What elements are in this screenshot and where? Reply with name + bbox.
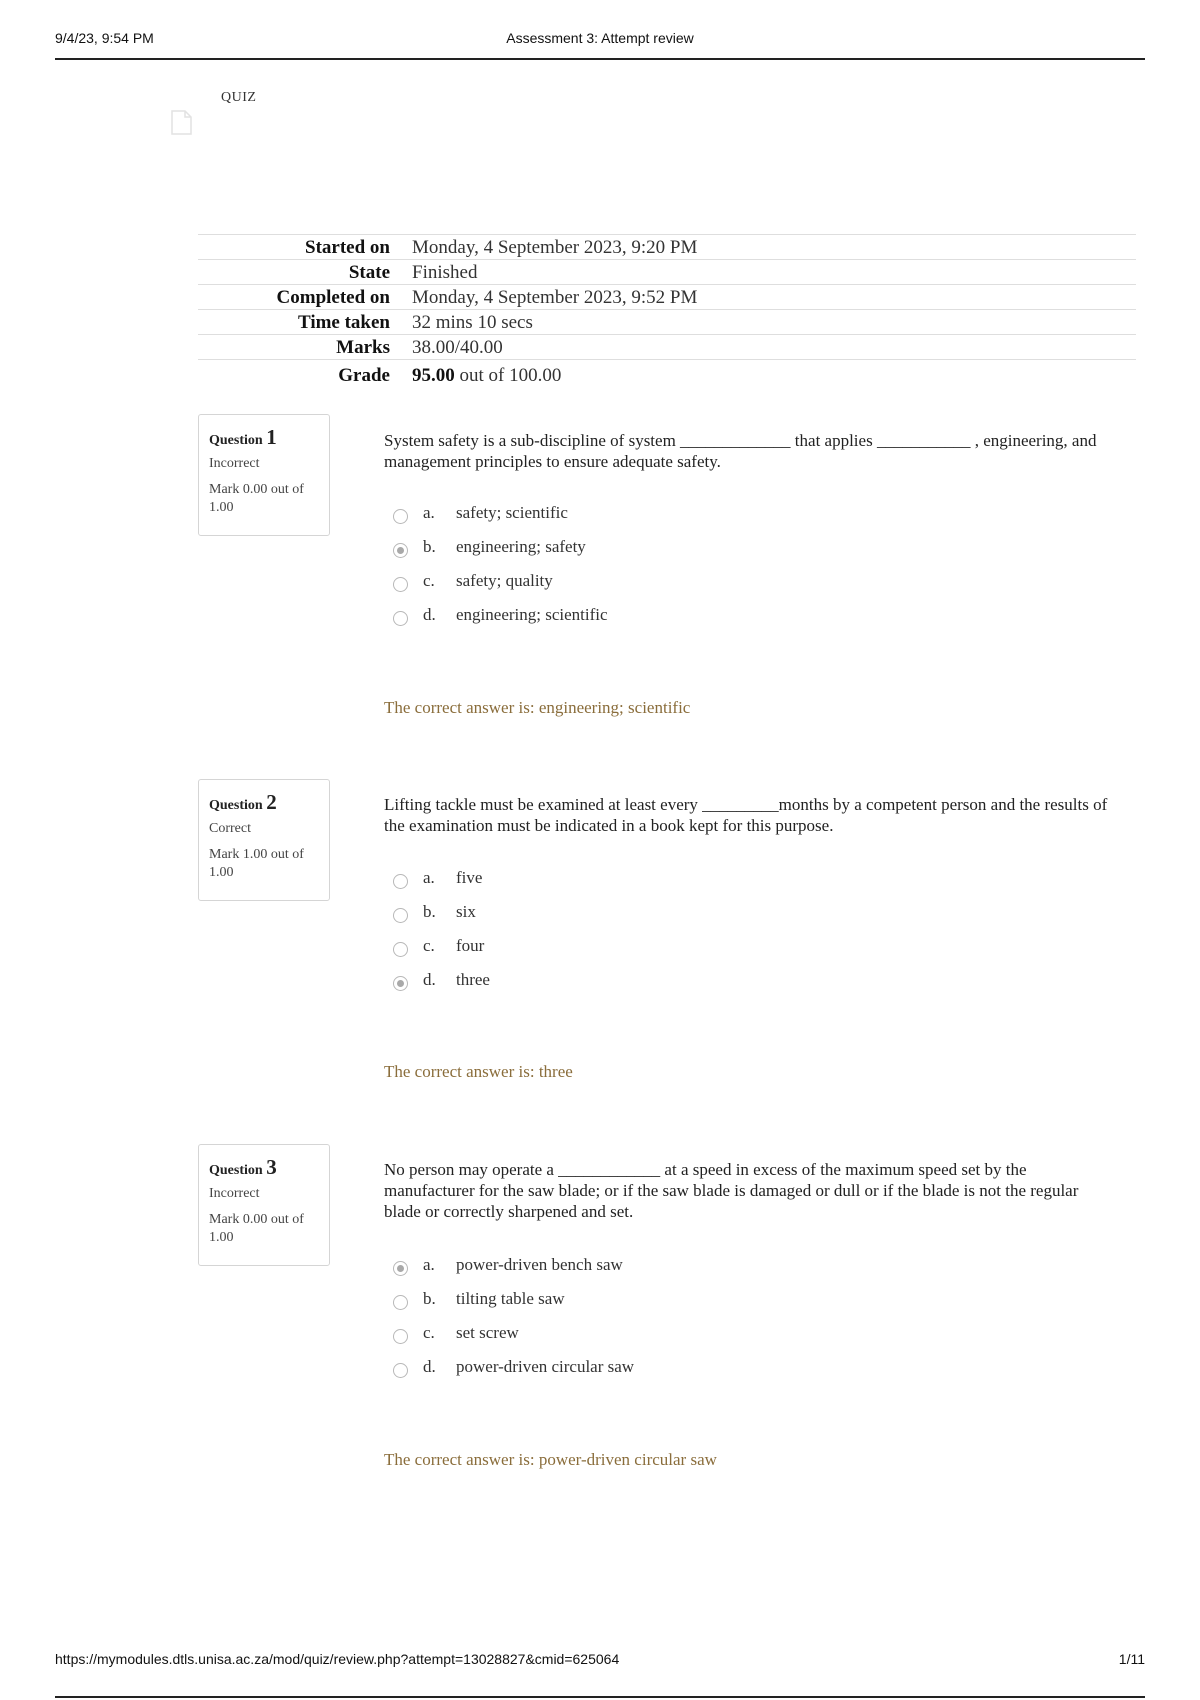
question-state: Incorrect [209,456,260,471]
radio-button[interactable] [393,611,408,626]
summary-label: State [348,262,390,283]
question-text-2: Lifting tackle must be examined at least every _________months by a competent person and the results of the examination must be indicated in a book kept for this purpose. [384,795,1108,835]
grade-out-of: out of 100.00 [454,365,562,386]
question-number [209,790,319,815]
correct-answer-feedback-1: The correct answer is: engineering; scientific [384,698,691,717]
document-icon [171,110,192,135]
print-date-time: 9/4/23, 9:54 PM [55,30,154,46]
question-text-1: System safety is a sub-discipline of system _____________ that applies ___________ , engineering, and management principles to ensure adequate safety. [384,431,1097,471]
question-mark: Mark 1.00 out of 1.00 [209,847,304,880]
question-prefix: Question [209,433,267,448]
answer-letter: a. [423,503,435,522]
radio-button[interactable] [393,509,408,524]
answer-text: power-driven circular saw [456,1357,635,1376]
summary-label: Time taken [297,312,390,333]
question-state: Correct [209,821,251,836]
answer-letter: a. [423,1255,435,1274]
summary-value: 38.00/40.00 [412,337,503,358]
summary-row [198,235,1136,260]
summary-label: Completed on [276,287,390,308]
summary-row [198,285,1136,310]
question-info-2 [198,779,330,901]
answer-letter: d. [423,970,436,989]
answer-text: four [456,936,485,955]
answer-text: power-driven bench saw [456,1255,623,1274]
radio-button[interactable] [393,577,408,592]
summary-value: Monday, 4 September 2023, 9:52 PM [412,287,698,308]
correct-answer-feedback-3: The correct answer is: power-driven circular saw [384,1450,717,1469]
summary-row [198,335,1136,360]
radio-button-selected[interactable] [393,976,408,991]
summary-value: 32 mins 10 secs [412,312,533,333]
answer-letter: c. [423,936,435,955]
question-number-value: 2 [266,790,277,814]
question-mark: Mark 0.00 out of 1.00 [209,1212,304,1245]
question-mark: Mark 0.00 out of 1.00 [209,482,304,515]
answer-letter: d. [423,1357,436,1376]
radio-button[interactable] [393,1329,408,1344]
summary-value [390,360,1136,388]
answer-text: safety; scientific [456,503,568,522]
answer-letter: c. [423,571,435,590]
attempt-summary-table [198,234,1136,387]
radio-button-selected[interactable] [393,543,408,558]
question-state: Incorrect [209,1186,260,1201]
answer-letter: a. [423,868,435,887]
question-prefix: Question [209,798,267,813]
summary-label: Started on [305,237,390,258]
answer-text: three [456,970,490,989]
radio-button[interactable] [393,1295,408,1310]
answer-text: engineering; scientific [456,605,608,624]
question-text-3: No person may operate a ____________ at a speed in excess of the maximum speed set by the manufacturer for the saw blade; or if the saw blade is damaged or dull or if the blade is not the regular blade or correctly sharpened and set. [384,1160,1079,1221]
question-number-value: 3 [266,1155,277,1179]
summary-row-grade [198,360,1136,388]
footer-divider [55,1696,1145,1698]
answer-text: engineering; safety [456,537,586,556]
answer-letter: d. [423,605,436,624]
print-page-number: 1/11 [1118,1651,1145,1667]
radio-button-selected[interactable] [393,1261,408,1276]
answer-text: set screw [456,1323,519,1342]
question-info-3 [198,1144,330,1266]
grade-value: 95.00 [412,365,455,386]
question-number [209,425,319,450]
question-number-value: 1 [266,425,277,449]
radio-button[interactable] [393,908,408,923]
print-header [55,30,1145,60]
print-page-title: Assessment 3: Attempt review [506,30,694,46]
summary-label: Grade [338,365,390,386]
answer-letter: b. [423,537,436,556]
summary-row [198,260,1136,285]
answer-text: safety; quality [456,571,553,590]
radio-button[interactable] [393,1363,408,1378]
question-info-1 [198,414,330,536]
answer-letter: b. [423,1289,436,1308]
answer-text: tilting table saw [456,1289,565,1308]
answer-text: five [456,868,483,887]
question-prefix: Question [209,1163,267,1178]
correct-answer-feedback-2: The correct answer is: three [384,1062,573,1081]
question-number [209,1155,319,1180]
answer-text: six [456,902,476,921]
activity-label: QUIZ [221,90,257,105]
summary-value: Finished [412,262,478,283]
print-footer-url: https://mymodules.dtls.unisa.ac.za/mod/quiz/review.php?attempt=13028827&cmid=625064 [55,1651,620,1667]
answer-letter: c. [423,1323,435,1342]
summary-value: Monday, 4 September 2023, 9:20 PM [412,237,698,258]
radio-button[interactable] [393,942,408,957]
summary-row [198,310,1136,335]
answer-letter: b. [423,902,436,921]
radio-button[interactable] [393,874,408,889]
summary-label: Marks [336,337,390,358]
